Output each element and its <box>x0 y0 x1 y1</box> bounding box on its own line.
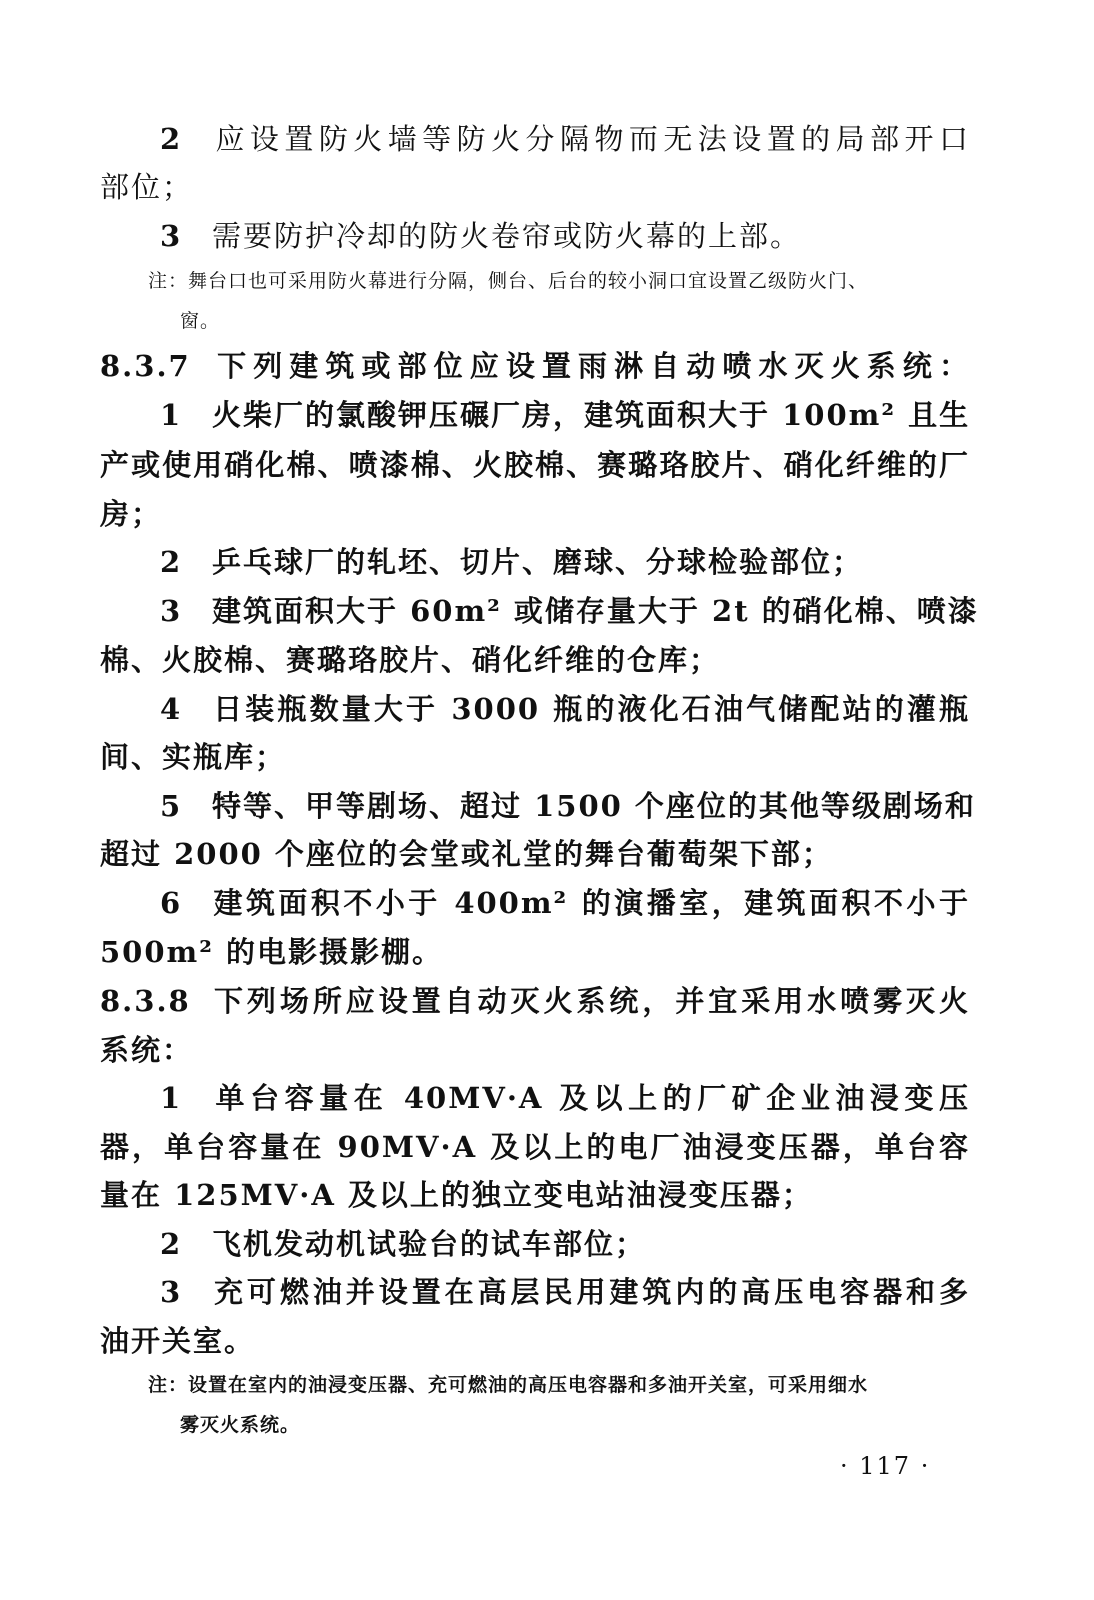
item-line: 2 乒乓球厂的轧坯、切片、磨球、分球检验部位； <box>160 545 864 579</box>
item-line-cont: 油开关室。 <box>100 1324 256 1358</box>
item-line-cont: 产或使用硝化棉、喷漆棉、火胶棉、赛璐珞胶片、硝化纤维的厂 <box>100 448 970 482</box>
item-line-cont: 器，单台容量在 90MV·A 及以上的电厂油浸变压器，单台容 <box>100 1130 970 1164</box>
item-line: 4 日装瓶数量大于 3000 瓶的液化石油气储配站的灌瓶 <box>160 692 970 726</box>
item-line-cont: 棉、火胶棉、赛璐珞胶片、硝化纤维的仓库； <box>100 643 721 677</box>
note-line-cont: 雾灭火系统。 <box>180 1414 301 1436</box>
item-line: 3 建筑面积大于 60m² 或储存量大于 2t 的硝化棉、喷漆 <box>160 594 979 628</box>
item-line: 3 充可燃油并设置在高层民用建筑内的高压电容器和多 <box>160 1275 970 1309</box>
item-line: 2 飞机发动机试验台的试车部位； <box>160 1227 647 1261</box>
note-line-cont: 窗。 <box>180 310 221 332</box>
item-line-cont: 超过 2000 个座位的会堂或礼堂的舞台葡萄架下部； <box>100 837 833 871</box>
item-line: 5 特等、甲等剧场、超过 1500 个座位的其他等级剧场和 <box>160 789 976 823</box>
item-line-cont: 量在 125MV·A 及以上的独立变电站油浸变压器； <box>100 1178 813 1212</box>
item-line: 2 应设置防火墙等防火分隔物而无法设置的局部开口 <box>160 122 970 156</box>
section-heading-8-3-7: 8.3.7 下列建筑或部位应设置雨淋自动喷水灭火系统： <box>100 349 970 383</box>
item-line-cont: 系统： <box>100 1033 194 1067</box>
item-line: 1 火柴厂的氯酸钾压碾厂房，建筑面积大于 100m² 且生 <box>160 398 971 432</box>
item-line-cont: 500m² 的电影摄影棚。 <box>100 935 444 969</box>
item-line-cont: 部位； <box>100 170 194 204</box>
item-line: 3 需要防护冷却的防火卷帘或防火幕的上部。 <box>160 219 802 253</box>
section-heading-8-3-8: 8.3.8 下列场所应设置自动灭火系统，并宜采用水喷雾灭火 <box>100 984 970 1018</box>
page-number: · 117 · <box>840 1452 931 1480</box>
item-line: 6 建筑面积不小于 400m² 的演播室，建筑面积不小于 <box>160 886 970 920</box>
item-line-cont: 间、实瓶库； <box>100 740 287 774</box>
note-line: 注：设置在室内的油浸变压器、充可燃油的高压电容器和多油开关室，可采用细水 <box>148 1374 869 1396</box>
item-line-cont: 房； <box>100 497 163 531</box>
item-line: 1 单台容量在 40MV·A 及以上的厂矿企业油浸变压 <box>160 1081 970 1115</box>
note-line: 注：舞台口也可采用防火幕进行分隔，侧台、后台的较小洞口宜设置乙级防火门、 <box>148 270 869 292</box>
